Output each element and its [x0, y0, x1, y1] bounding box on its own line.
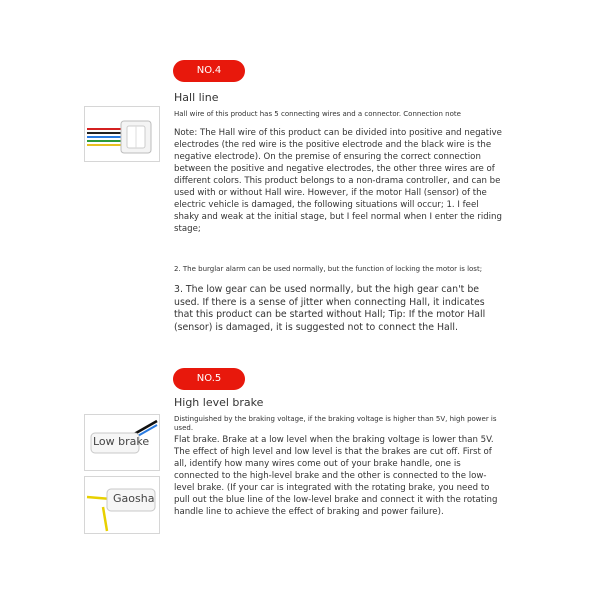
hall-intro-text: Hall wire of this product has 5 connecting wires and a connector. Connection note	[174, 110, 461, 118]
section-heading-hall-line: Hall line	[174, 91, 219, 104]
section-badge-no4: NO.4	[173, 60, 245, 82]
brake-intro-text: Distinguished by the braking voltage, if the braking voltage is higher than 5V, high power is used.	[174, 415, 497, 432]
hall-connector-image	[84, 106, 160, 162]
gaosha-brake-image	[84, 476, 160, 534]
hall-point-2: 2. The burglar alarm can be used normally, but the function of locking the motor is lost;	[174, 265, 483, 273]
hall-point-3: 3. The low gear can be used normally, but the high gear can't be used. If there is a sense of jitter when connecting Hall, it indicates that this product can be started without Hall; Tip: If the motor Hall (sensor) is damaged, it is suggested not to connect the Hall.	[174, 284, 486, 333]
section-badge-no5: NO.5	[173, 368, 245, 390]
brake-body-text: Flat brake. Brake at a low level when the braking voltage is lower than 5V. The effect of high level and low level is that the brakes are cut off. First of all, identify how many wires come out of your brake handle, one is connected to the high-level brake and the other is connected to the low-level brake. (If your car is integrated with the rotating brake, you need to pull out the blue line of the low-level brake and connect it with the rotating handle line to achieve the effect of braking and power failure).	[174, 435, 498, 517]
connector-icon	[85, 107, 159, 161]
section-heading-high-level-brake: High level brake	[174, 396, 264, 409]
brake-connector-icon	[85, 477, 159, 533]
hall-note-text: Note: The Hall wire of this product can be divided into positive and negative electrodes (the red wire is the positive electrode and the black wire is the negative electrode). On the premise of ensuring the correct connection between the positive and negative electrodes, the other three wires are of different colors. This product belongs to a non-drama controller, and can be used with or without Hall wire. However, if the motor Hall (sensor) of the electric vehicle is damaged, the following situations will occur; 1. I feel shaky and weak at the initial stage, but I feel normal when I enter the riding stage;	[174, 128, 502, 234]
low-brake-label: Low brake	[93, 435, 150, 448]
low-brake-image	[84, 414, 160, 471]
gaosha-label: Gaosha	[113, 492, 155, 505]
